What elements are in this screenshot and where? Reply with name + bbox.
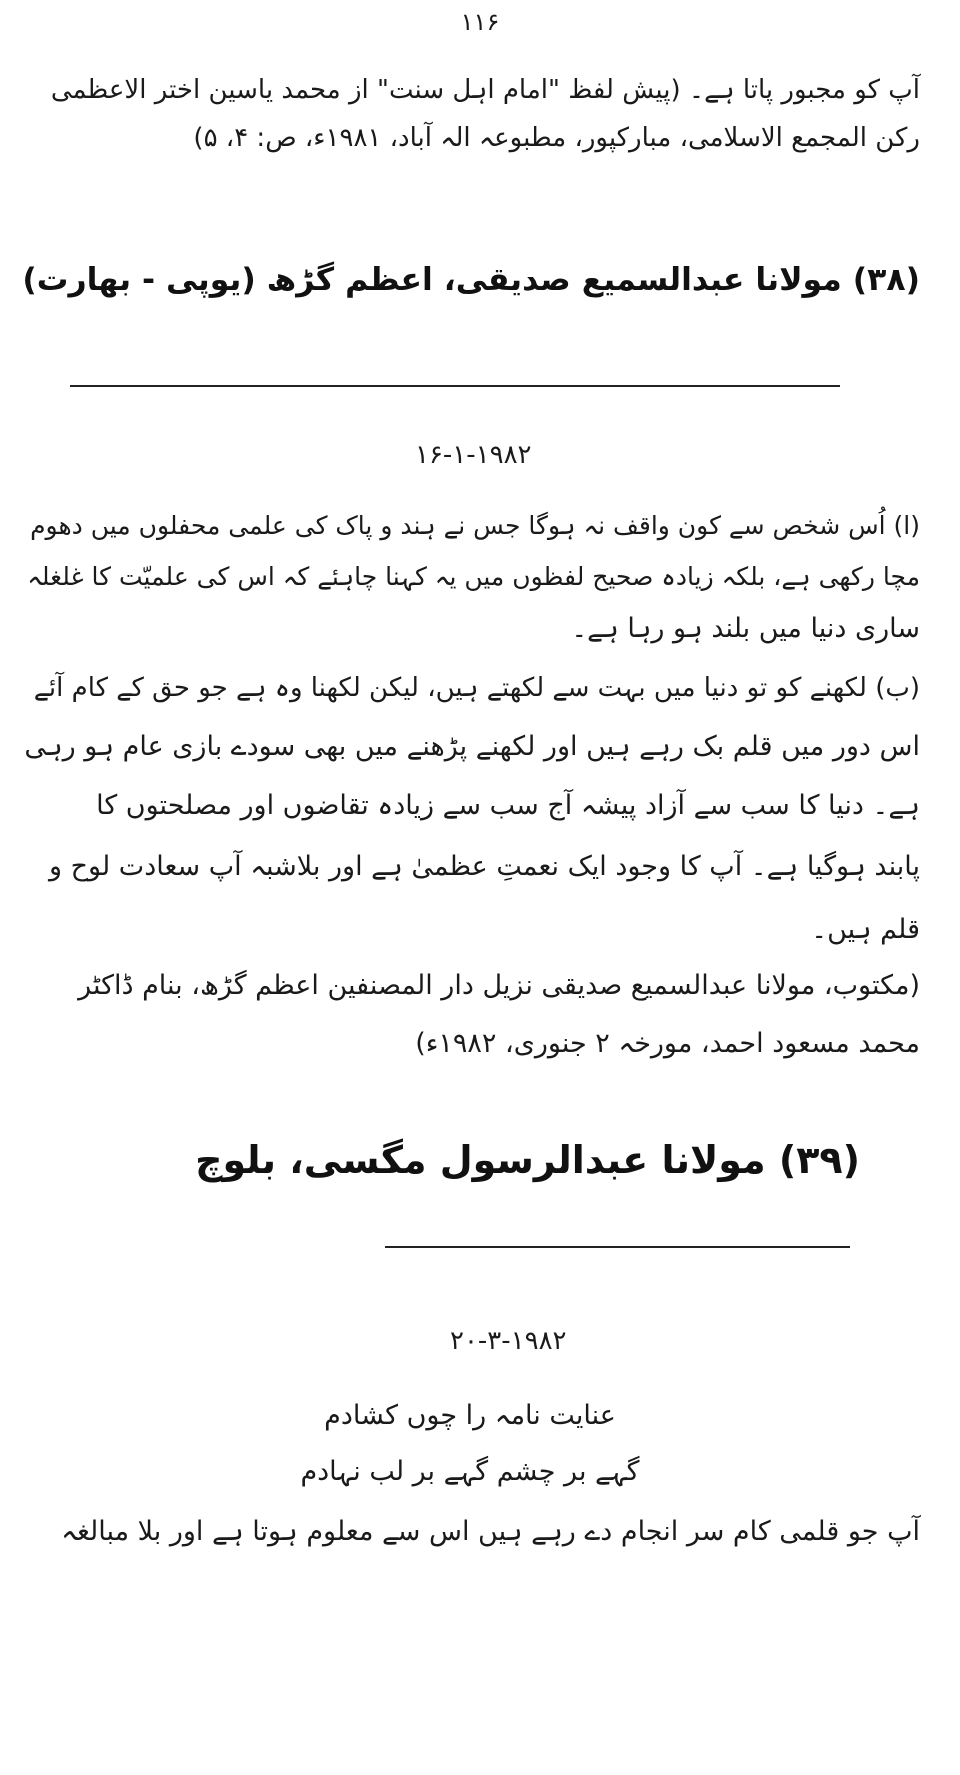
citation-line-1: (مکتوب، مولانا عبدالسمیع صدیقی نزیل دار المصنفین اعظم گڑھ، بنام ڈاکٹر [78, 970, 920, 1001]
para-b-line-2: اس دور میں قلم بک رہے ہیں اور لکھنے پڑھنے میں بھی سودے بازی عام ہو رہی [24, 731, 920, 762]
verse-line-1: عنایت نامہ را چوں کشادم [324, 1400, 616, 1431]
citation-line-2: محمد مسعود احمد، مورخہ ۲ جنوری، ۱۹۸۲ء) [415, 1028, 920, 1059]
closing-line: آپ جو قلمی کام سر انجام دے رہے ہیں اس سے معلوم ہوتا ہے اور بلا مبالغہ [61, 1516, 920, 1547]
intro-line-1: آپ کو مجبور پاتا ہے۔ (پیش لفظ "امام اہل سنت" از محمد یاسین اختر الاعظمی [50, 75, 920, 105]
para-a-line-1: (ا) اُس شخص سے کون واقف نہ ہوگا جس نے ہند و پاک کی علمی محفلوں میں دھوم [30, 511, 920, 540]
para-a-line-3: ساری دنیا میں بلند ہو رہا ہے۔ [571, 613, 920, 644]
verse-line-2: گہے بر چشم گہے بر لب نہادم [300, 1456, 640, 1487]
para-a-line-2: مچا رکھی ہے، بلکہ زیادہ صحیح لفظوں میں یہ کہنا چاہئے کہ اس کی علمیّت کا غلغلہ [27, 562, 920, 591]
para-b-line-5: قلم ہیں۔ [811, 914, 920, 945]
section-38-date: ۱۶-۱-۱۹۸۲ [415, 440, 532, 470]
section-39-rule [385, 1246, 850, 1248]
para-b-line-3: ہے۔ دنیا کا سب سے آزاد پیشہ آج سب سے زیادہ تقاضوں اور مصلحتوں کا [96, 790, 920, 821]
section-38-rule [70, 385, 840, 387]
section-38-heading: (۳۸) مولانا عبدالسمیع صدیقی، اعظم گڑھ (یوپی - بھارت) [22, 262, 920, 298]
intro-line-2: رکن المجمع الاسلامی، مبارکپور، مطبوعہ الہ آباد، ۱۹۸۱ء، ص: ۴، ۵) [193, 123, 920, 153]
para-b-line-4: پابند ہوگیا ہے۔ آپ کا وجود ایک نعمتِ عظمیٰ ہے اور بلاشبہ آپ سعادت لوح و [48, 851, 920, 882]
page-number: ۱۱۶ [460, 8, 500, 36]
para-b-line-1: (ب) لکھنے کو تو دنیا میں بہت سے لکھتے ہیں، لیکن لکھنا وہ ہے جو حق کے کام آئے [33, 673, 920, 703]
section-39-heading: (۳۹) مولانا عبدالرسول مگسی، بلوچ [195, 1138, 860, 1182]
section-39-date: ۲۰-۳-۱۹۸۲ [450, 1326, 567, 1356]
